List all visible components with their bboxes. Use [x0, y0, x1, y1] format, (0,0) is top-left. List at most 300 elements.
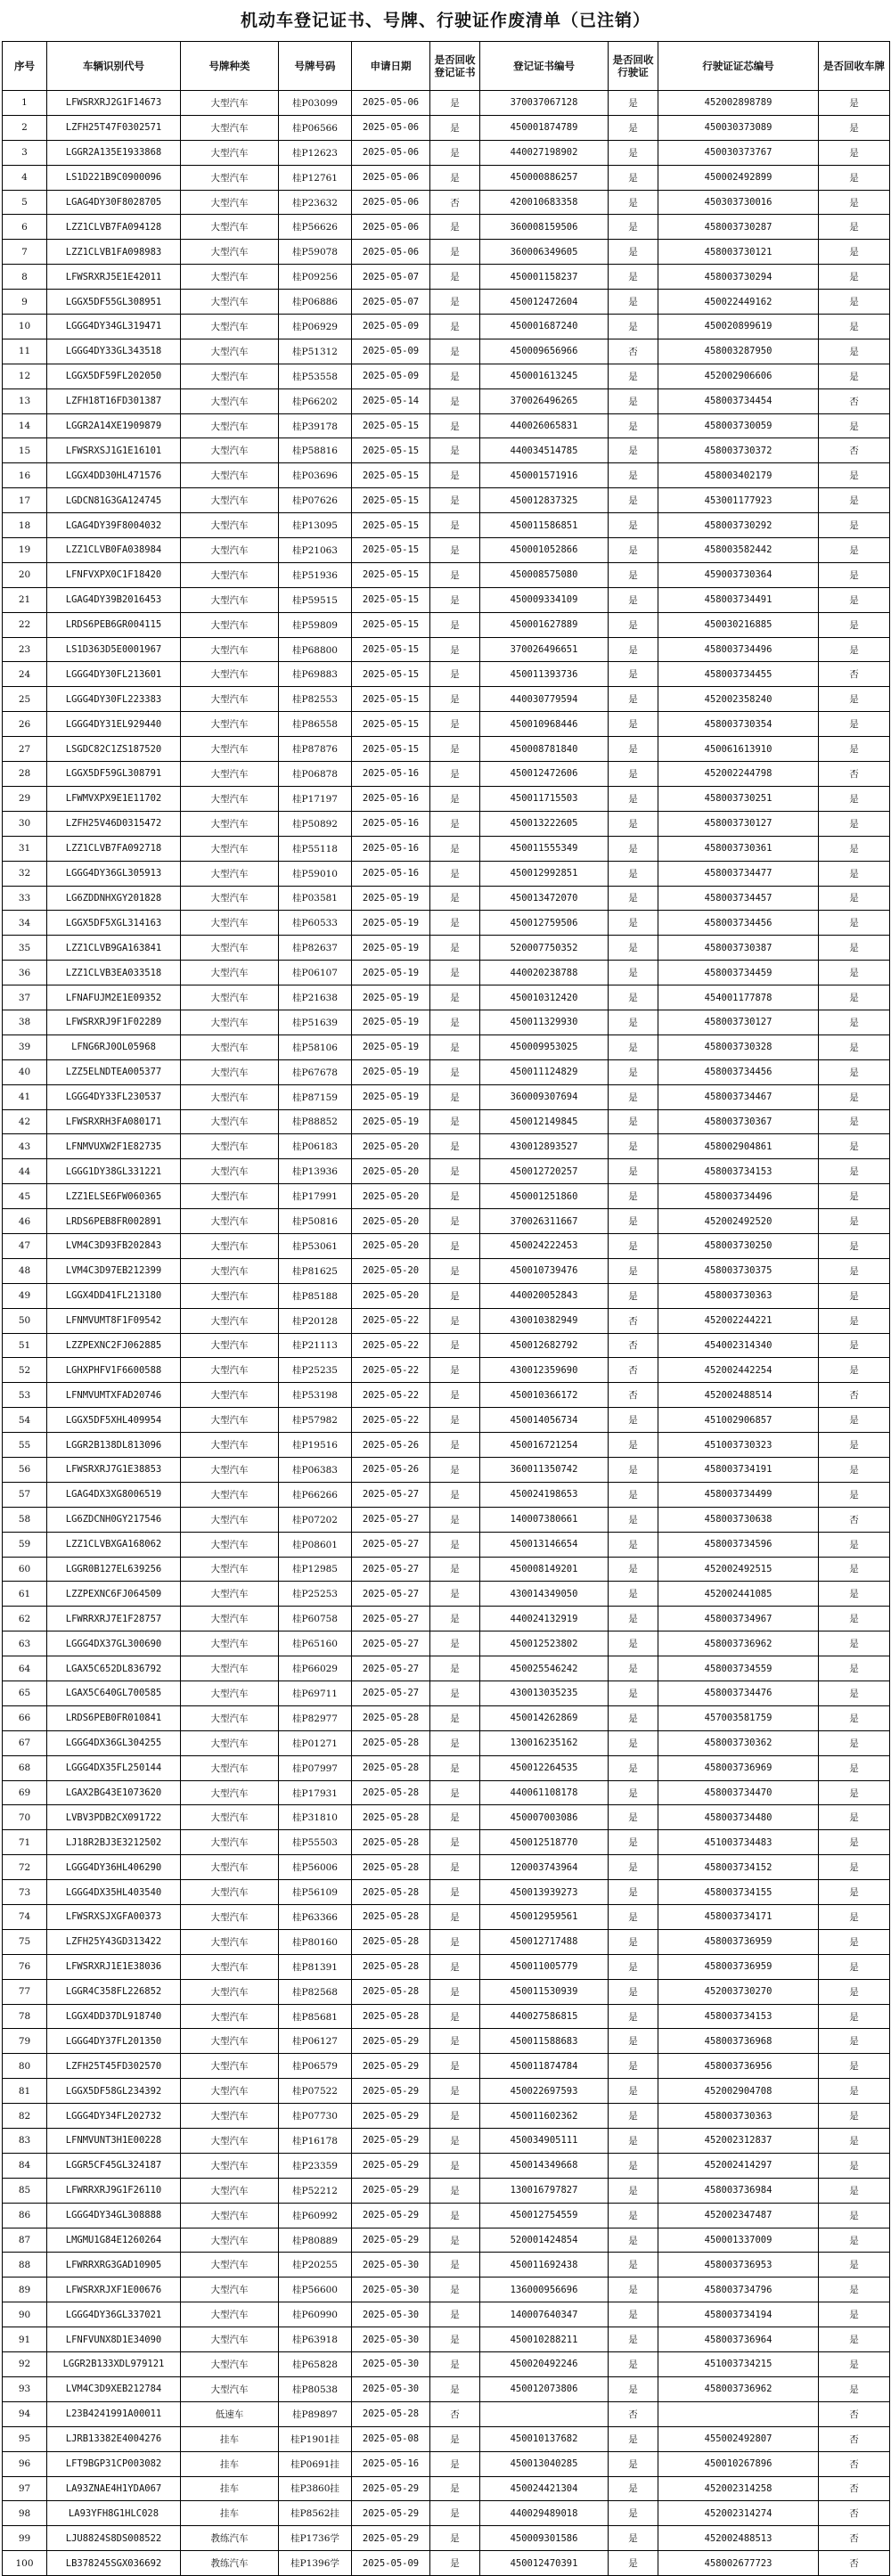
cell-license-recovered: 是	[609, 1880, 658, 1905]
cell-license-core-number: 458003736953	[658, 2253, 819, 2278]
cell-seq: 3	[3, 140, 47, 165]
cell-plate-number: 桂P52212	[279, 2178, 352, 2203]
cell-cert-number: 450012717488	[480, 1929, 609, 1954]
cell-seq: 99	[3, 2526, 47, 2551]
cell-vin: LGDCN81G3GA124745	[47, 488, 181, 513]
cell-license-core-number: 458003734499	[658, 1482, 819, 1507]
cell-cert-number: 450001613245	[480, 364, 609, 388]
cell-plate-recovered: 否	[819, 2526, 890, 2551]
cell-seq: 44	[3, 1159, 47, 1184]
cell-plate-recovered: 是	[819, 1905, 890, 1930]
cell-cert-number: 360008159506	[480, 215, 609, 240]
table-row	[3, 961, 890, 985]
table-row	[3, 2079, 890, 2104]
cell-vin: LVM4C3D93FB202843	[47, 1233, 181, 1258]
cell-plate-type: 大型汽车	[181, 339, 279, 364]
cell-license-recovered: 是	[609, 1134, 658, 1159]
table-row	[3, 1855, 890, 1880]
cell-plate-number: 桂P56600	[279, 2278, 352, 2302]
cell-vin: LFWSRXSJ1G1E16101	[47, 438, 181, 463]
cell-plate-type: 大型汽车	[181, 165, 279, 190]
cell-plate-number: 桂P06383	[279, 1457, 352, 1482]
cell-cert-recovered: 是	[430, 2327, 480, 2352]
header-seq: 序号	[3, 42, 47, 91]
cell-plate-number: 桂P06183	[279, 1134, 352, 1159]
cell-seq: 47	[3, 1233, 47, 1258]
cell-apply-date: 2025-05-15	[352, 662, 430, 687]
cell-plate-number: 桂P82977	[279, 1705, 352, 1730]
cell-license-recovered: 是	[609, 1929, 658, 1954]
cell-plate-recovered: 是	[819, 265, 890, 290]
cell-plate-number: 桂P65160	[279, 1631, 352, 1656]
cell-cert-number: 440027198902	[480, 140, 609, 165]
cell-plate-number: 桂P8562挂	[279, 2501, 352, 2526]
cell-license-core-number: 459003730364	[658, 562, 819, 587]
cell-cert-recovered: 是	[430, 1656, 480, 1681]
cell-vin: LGGG4DX36GL304255	[47, 1730, 181, 1755]
cell-license-recovered: 否	[609, 1333, 658, 1358]
cell-cert-recovered: 是	[430, 2104, 480, 2129]
cell-plate-recovered: 是	[819, 836, 890, 861]
table-row	[3, 438, 890, 463]
cell-seq: 91	[3, 2327, 47, 2352]
cell-plate-number: 桂P69711	[279, 1681, 352, 1706]
cell-plate-recovered: 是	[819, 1979, 890, 2004]
cell-cert-recovered: 是	[430, 2426, 480, 2451]
cell-plate-recovered: 是	[819, 2302, 890, 2327]
cell-cert-recovered: 是	[430, 1607, 480, 1631]
cell-seq: 23	[3, 637, 47, 662]
cell-apply-date: 2025-05-28	[352, 1805, 430, 1830]
table-row	[3, 1084, 890, 1109]
cell-cert-recovered: 是	[430, 861, 480, 886]
cell-license-recovered: 否	[609, 1358, 658, 1383]
table-row	[3, 612, 890, 637]
cell-plate-type: 大型汽车	[181, 936, 279, 961]
cell-plate-number: 桂P63918	[279, 2327, 352, 2352]
cell-plate-recovered: 是	[819, 1482, 890, 1507]
cell-seq: 10	[3, 315, 47, 339]
cell-plate-type: 大型汽车	[181, 1134, 279, 1159]
cell-seq: 33	[3, 886, 47, 911]
cell-seq: 59	[3, 1532, 47, 1557]
cell-plate-number: 桂P03581	[279, 886, 352, 911]
cell-vin: LSGDC82C1ZS187520	[47, 737, 181, 762]
cell-cert-recovered: 是	[430, 1557, 480, 1582]
cell-license-core-number: 458003734596	[658, 1532, 819, 1557]
cell-cert-recovered: 是	[430, 2278, 480, 2302]
cell-plate-number: 桂P16178	[279, 2129, 352, 2154]
cell-seq: 48	[3, 1258, 47, 1283]
cell-plate-recovered: 是	[819, 1433, 890, 1458]
cell-seq: 54	[3, 1408, 47, 1433]
cell-plate-type: 大型汽车	[181, 1507, 279, 1532]
cell-seq: 74	[3, 1905, 47, 1930]
table-row	[3, 388, 890, 413]
cell-plate-recovered: 否	[819, 2501, 890, 2526]
cell-license-core-number: 458003730372	[658, 438, 819, 463]
table-row	[3, 1607, 890, 1631]
cell-vin: LGAX2BG43E1073620	[47, 1780, 181, 1805]
cell-plate-recovered: 否	[819, 2451, 890, 2476]
header-license-recovered: 是否回收行驶证	[609, 42, 658, 91]
cell-vin: LZZ1ELSE6FW060365	[47, 1184, 181, 1209]
cell-cert-recovered: 是	[430, 1929, 480, 1954]
cell-vin: LGGG1DY38GL331221	[47, 1159, 181, 1184]
cell-license-core-number: 458003736959	[658, 1929, 819, 1954]
cell-plate-recovered: 是	[819, 1184, 890, 1209]
cell-plate-recovered: 是	[819, 712, 890, 737]
cell-cert-number: 450001251860	[480, 1184, 609, 1209]
cell-license-recovered: 是	[609, 886, 658, 911]
table-row	[3, 2551, 890, 2576]
cell-plate-type: 大型汽车	[181, 2104, 279, 2129]
cell-license-recovered: 是	[609, 1607, 658, 1631]
cell-apply-date: 2025-05-30	[352, 2352, 430, 2377]
cell-vin: LFNMVUNT3H1E00228	[47, 2129, 181, 2154]
cell-license-recovered: 是	[609, 1656, 658, 1681]
cell-cert-number: 440061108178	[480, 1780, 609, 1805]
cell-plate-type: 大型汽车	[181, 662, 279, 687]
cell-cert-recovered: 是	[430, 1408, 480, 1433]
cell-apply-date: 2025-05-15	[352, 712, 430, 737]
header-cert-number: 登记证书编号	[480, 42, 609, 91]
cell-plate-recovered: 是	[819, 140, 890, 165]
cell-cert-recovered: 是	[430, 1233, 480, 1258]
cell-cert-number: 370026496265	[480, 388, 609, 413]
cell-cert-number: 450012073806	[480, 2376, 609, 2401]
cell-plate-recovered: 是	[819, 315, 890, 339]
cell-plate-recovered: 是	[819, 1358, 890, 1383]
cell-cert-recovered: 是	[430, 2451, 480, 2476]
cell-vin: LG6ZDDNHXGY201828	[47, 886, 181, 911]
cell-vin: LGGX5DF55GL308951	[47, 290, 181, 315]
cell-plate-number: 桂P13095	[279, 513, 352, 538]
cell-plate-type: 大型汽车	[181, 1184, 279, 1209]
cell-seq: 73	[3, 1880, 47, 1905]
cell-apply-date: 2025-05-30	[352, 2327, 430, 2352]
cell-seq: 13	[3, 388, 47, 413]
cell-license-core-number: 458003734191	[658, 1457, 819, 1482]
cell-apply-date: 2025-05-06	[352, 115, 430, 140]
cell-plate-type: 大型汽车	[181, 1333, 279, 1358]
cell-cert-recovered: 是	[430, 2551, 480, 2576]
table-row	[3, 562, 890, 587]
cell-cert-number: 450014262869	[480, 1705, 609, 1730]
cell-plate-number: 桂P87159	[279, 1084, 352, 1109]
table-row	[3, 115, 890, 140]
cell-vin: LFWSRXRJ5E1E42011	[47, 265, 181, 290]
cell-cert-number: 450014349668	[480, 2153, 609, 2178]
cell-seq: 22	[3, 612, 47, 637]
cell-plate-recovered: 是	[819, 1283, 890, 1308]
cell-cert-number: 450010312420	[480, 985, 609, 1010]
cell-cert-number: 450011874784	[480, 2054, 609, 2079]
cell-plate-type: 大型汽车	[181, 413, 279, 438]
table-row	[3, 1308, 890, 1333]
cell-license-recovered: 是	[609, 1905, 658, 1930]
cell-license-core-number: 458003730250	[658, 1233, 819, 1258]
cell-plate-number: 桂P81625	[279, 1258, 352, 1283]
cell-plate-recovered: 是	[819, 886, 890, 911]
cell-seq: 86	[3, 2203, 47, 2228]
cell-seq: 34	[3, 911, 47, 936]
cell-plate-recovered: 否	[819, 2401, 890, 2426]
cell-cert-number: 450012523802	[480, 1631, 609, 1656]
cell-cert-number: 450008149201	[480, 1557, 609, 1582]
cell-vin: LGGG4DY34GL319471	[47, 315, 181, 339]
cell-license-recovered: 是	[609, 1184, 658, 1209]
cell-license-core-number: 452002312837	[658, 2129, 819, 2154]
cell-apply-date: 2025-05-19	[352, 886, 430, 911]
table-row	[3, 662, 890, 687]
cell-plate-recovered: 是	[819, 2004, 890, 2029]
cell-plate-number: 桂P03099	[279, 91, 352, 116]
cell-license-recovered: 是	[609, 513, 658, 538]
cell-plate-type: 大型汽车	[181, 1010, 279, 1034]
cell-license-recovered: 是	[609, 961, 658, 985]
table-row	[3, 364, 890, 388]
cell-cert-number: 430012893527	[480, 1134, 609, 1159]
cell-plate-type: 大型汽车	[181, 2129, 279, 2154]
cell-plate-number: 桂P12623	[279, 140, 352, 165]
table-row	[3, 811, 890, 836]
cell-cert-number: 440027586815	[480, 2004, 609, 2029]
cell-license-core-number: 452002488514	[658, 1383, 819, 1408]
cell-cert-number: 136000956696	[480, 2278, 609, 2302]
cell-seq: 92	[3, 2352, 47, 2377]
cell-apply-date: 2025-05-15	[352, 587, 430, 612]
cell-plate-number: 桂P12761	[279, 165, 352, 190]
cell-license-core-number: 458003730387	[658, 936, 819, 961]
cell-license-core-number: 458003736956	[658, 2054, 819, 2079]
cell-vin: LVM4C3D9XEB212784	[47, 2376, 181, 2401]
cell-seq: 78	[3, 2004, 47, 2029]
cell-plate-number: 桂P25253	[279, 1582, 352, 1607]
cell-cert-number: 450012472606	[480, 762, 609, 787]
cell-apply-date: 2025-05-27	[352, 1656, 430, 1681]
cell-plate-number: 桂P3860挂	[279, 2476, 352, 2501]
table-row	[3, 2501, 890, 2526]
cell-vin: LFWRRXRJ7E1F28757	[47, 1607, 181, 1631]
cell-license-recovered: 是	[609, 2004, 658, 2029]
cell-plate-type: 大型汽车	[181, 91, 279, 116]
cell-vin: LZFH25V46D0315472	[47, 811, 181, 836]
cell-apply-date: 2025-05-19	[352, 1010, 430, 1034]
cell-apply-date: 2025-05-14	[352, 388, 430, 413]
cell-seq: 2	[3, 115, 47, 140]
cell-plate-number: 桂P81391	[279, 1954, 352, 1979]
cell-seq: 46	[3, 1209, 47, 1234]
cell-license-core-number: 458003730328	[658, 1034, 819, 1059]
cell-license-recovered: 是	[609, 1283, 658, 1308]
cell-plate-recovered: 是	[819, 1084, 890, 1109]
cell-plate-recovered: 是	[819, 612, 890, 637]
cell-apply-date: 2025-05-28	[352, 1780, 430, 1805]
cell-apply-date: 2025-05-27	[352, 1631, 430, 1656]
cell-apply-date: 2025-05-29	[352, 2501, 430, 2526]
cell-apply-date: 2025-05-30	[352, 2302, 430, 2327]
cell-license-core-number: 458003730638	[658, 1507, 819, 1532]
cell-vin: LFNMVUMT8F1F09542	[47, 1308, 181, 1333]
cell-cert-number: 440030779594	[480, 687, 609, 712]
cell-vin: LFWSRXRH3FA080171	[47, 1109, 181, 1134]
cell-seq: 93	[3, 2376, 47, 2401]
cell-plate-recovered: 是	[819, 488, 890, 513]
cell-seq: 81	[3, 2079, 47, 2104]
cell-cert-recovered: 是	[430, 587, 480, 612]
cell-plate-type: 大型汽车	[181, 1408, 279, 1433]
cell-cert-number: 450012149845	[480, 1109, 609, 1134]
cell-vin: LVM4C3D97EB212399	[47, 1258, 181, 1283]
cell-apply-date: 2025-05-29	[352, 2104, 430, 2129]
cell-cert-recovered: 是	[430, 413, 480, 438]
cell-vin: LA93YFH8G1HLC028	[47, 2501, 181, 2526]
cell-cert-recovered: 是	[430, 1308, 480, 1333]
cell-license-core-number: 452002358240	[658, 687, 819, 712]
cell-vin: LZFH25Y43GD313422	[47, 1929, 181, 1954]
cell-plate-recovered: 否	[819, 1507, 890, 1532]
cell-seq: 70	[3, 1805, 47, 1830]
cell-seq: 85	[3, 2178, 47, 2203]
table-row	[3, 538, 890, 563]
cell-plate-number: 桂P21638	[279, 985, 352, 1010]
cell-plate-type: 大型汽车	[181, 1109, 279, 1134]
cell-plate-recovered: 是	[819, 1755, 890, 1780]
cell-cert-number: 450011005779	[480, 1954, 609, 1979]
cell-license-recovered: 是	[609, 1582, 658, 1607]
cell-license-recovered: 是	[609, 2501, 658, 2526]
cell-cert-recovered: 是	[430, 2054, 480, 2079]
cell-apply-date: 2025-05-19	[352, 1109, 430, 1134]
cell-vin: LGGR2B138DL813096	[47, 1433, 181, 1458]
table-row	[3, 1780, 890, 1805]
cell-vin: LFNMVUXW2F1E82735	[47, 1134, 181, 1159]
cell-license-recovered: 是	[609, 91, 658, 116]
table-row	[3, 1159, 890, 1184]
cell-vin: LZZ5ELNDTEA005377	[47, 1059, 181, 1084]
table-row	[3, 265, 890, 290]
cell-cert-recovered: 是	[430, 612, 480, 637]
cell-license-recovered: 是	[609, 1457, 658, 1482]
cell-cert-recovered: 是	[430, 836, 480, 861]
cell-seq: 36	[3, 961, 47, 985]
cell-apply-date: 2025-05-16	[352, 811, 430, 836]
cell-license-core-number: 450001337009	[658, 2228, 819, 2253]
cell-plate-type: 大型汽车	[181, 2079, 279, 2104]
cell-plate-type: 教练汽车	[181, 2551, 279, 2576]
cell-license-core-number: 452002898789	[658, 91, 819, 116]
table-row	[3, 762, 890, 787]
cell-vin: LGGG4DY34GL308888	[47, 2203, 181, 2228]
cell-seq: 27	[3, 737, 47, 762]
cell-cert-recovered: 是	[430, 115, 480, 140]
table-row	[3, 2178, 890, 2203]
cell-license-recovered: 是	[609, 1084, 658, 1109]
cell-license-core-number: 450030373089	[658, 115, 819, 140]
cell-license-core-number: 452002314258	[658, 2476, 819, 2501]
cell-license-recovered: 是	[609, 587, 658, 612]
cell-apply-date: 2025-05-30	[352, 2253, 430, 2278]
cell-plate-type: 大型汽车	[181, 712, 279, 737]
cell-plate-number: 桂P87876	[279, 737, 352, 762]
cell-plate-recovered: 是	[819, 91, 890, 116]
cell-seq: 42	[3, 1109, 47, 1134]
cell-license-core-number: 452002244221	[658, 1308, 819, 1333]
cell-apply-date: 2025-05-07	[352, 265, 430, 290]
cell-plate-recovered: 是	[819, 1233, 890, 1258]
cell-apply-date: 2025-05-19	[352, 1084, 430, 1109]
cell-plate-recovered: 是	[819, 1258, 890, 1283]
cell-seq: 52	[3, 1358, 47, 1383]
cell-plate-recovered: 是	[819, 1582, 890, 1607]
cell-plate-number: 桂P66029	[279, 1656, 352, 1681]
cell-plate-type: 大型汽车	[181, 1482, 279, 1507]
cell-plate-type: 大型汽车	[181, 2302, 279, 2327]
cell-license-recovered: 是	[609, 2253, 658, 2278]
cell-plate-type: 大型汽车	[181, 2228, 279, 2253]
cell-plate-number: 桂P68800	[279, 637, 352, 662]
cell-vin: LMGMU1G84E1260264	[47, 2228, 181, 2253]
cell-license-recovered: 是	[609, 1433, 658, 1458]
cell-cert-recovered: 是	[430, 1979, 480, 2004]
cell-plate-type: 大型汽车	[181, 1979, 279, 2004]
cell-license-core-number: 458003734491	[658, 587, 819, 612]
cell-seq: 40	[3, 1059, 47, 1084]
cell-license-recovered: 是	[609, 1034, 658, 1059]
cell-plate-recovered: 是	[819, 562, 890, 587]
cell-plate-type: 大型汽车	[181, 911, 279, 936]
cell-license-core-number: 458003730367	[658, 1109, 819, 1134]
cell-cert-number: 450013472070	[480, 886, 609, 911]
cell-cert-recovered: 是	[430, 538, 480, 563]
cell-vin: LGAG4DY30F8028705	[47, 190, 181, 215]
cell-plate-type: 大型汽车	[181, 562, 279, 587]
cell-seq: 97	[3, 2476, 47, 2501]
cell-plate-type: 大型汽车	[181, 587, 279, 612]
cell-plate-number: 桂P19516	[279, 1433, 352, 1458]
cell-apply-date: 2025-05-15	[352, 562, 430, 587]
cell-plate-number: 桂P12985	[279, 1557, 352, 1582]
cell-apply-date: 2025-05-16	[352, 762, 430, 787]
cell-apply-date: 2025-05-22	[352, 1308, 430, 1333]
cell-cert-recovered: 是	[430, 1507, 480, 1532]
table-row	[3, 2451, 890, 2476]
cell-apply-date: 2025-05-28	[352, 1755, 430, 1780]
cell-vin: LGHXPHFV1F6600588	[47, 1358, 181, 1383]
cell-plate-type: 大型汽车	[181, 985, 279, 1010]
cell-cert-number: 450012470391	[480, 2551, 609, 2576]
cell-license-core-number: 458003730363	[658, 1283, 819, 1308]
cell-apply-date: 2025-05-15	[352, 513, 430, 538]
cell-cert-recovered: 是	[430, 315, 480, 339]
cell-plate-number: 桂P53061	[279, 1233, 352, 1258]
cell-cert-recovered: 是	[430, 1283, 480, 1308]
cell-license-recovered: 是	[609, 265, 658, 290]
cell-seq: 41	[3, 1084, 47, 1109]
cell-cert-number: 450001052866	[480, 538, 609, 563]
cell-license-recovered: 是	[609, 2476, 658, 2501]
cell-cert-recovered: 是	[430, 1705, 480, 1730]
cell-cert-number: 450016721254	[480, 1433, 609, 1458]
cell-license-core-number: 453001177923	[658, 488, 819, 513]
cell-seq: 15	[3, 438, 47, 463]
cell-plate-number: 桂P31810	[279, 1805, 352, 1830]
cell-license-recovered: 是	[609, 1532, 658, 1557]
cell-plate-recovered: 是	[819, 2278, 890, 2302]
cell-cert-number: 450011555349	[480, 836, 609, 861]
cell-apply-date: 2025-05-28	[352, 1954, 430, 1979]
